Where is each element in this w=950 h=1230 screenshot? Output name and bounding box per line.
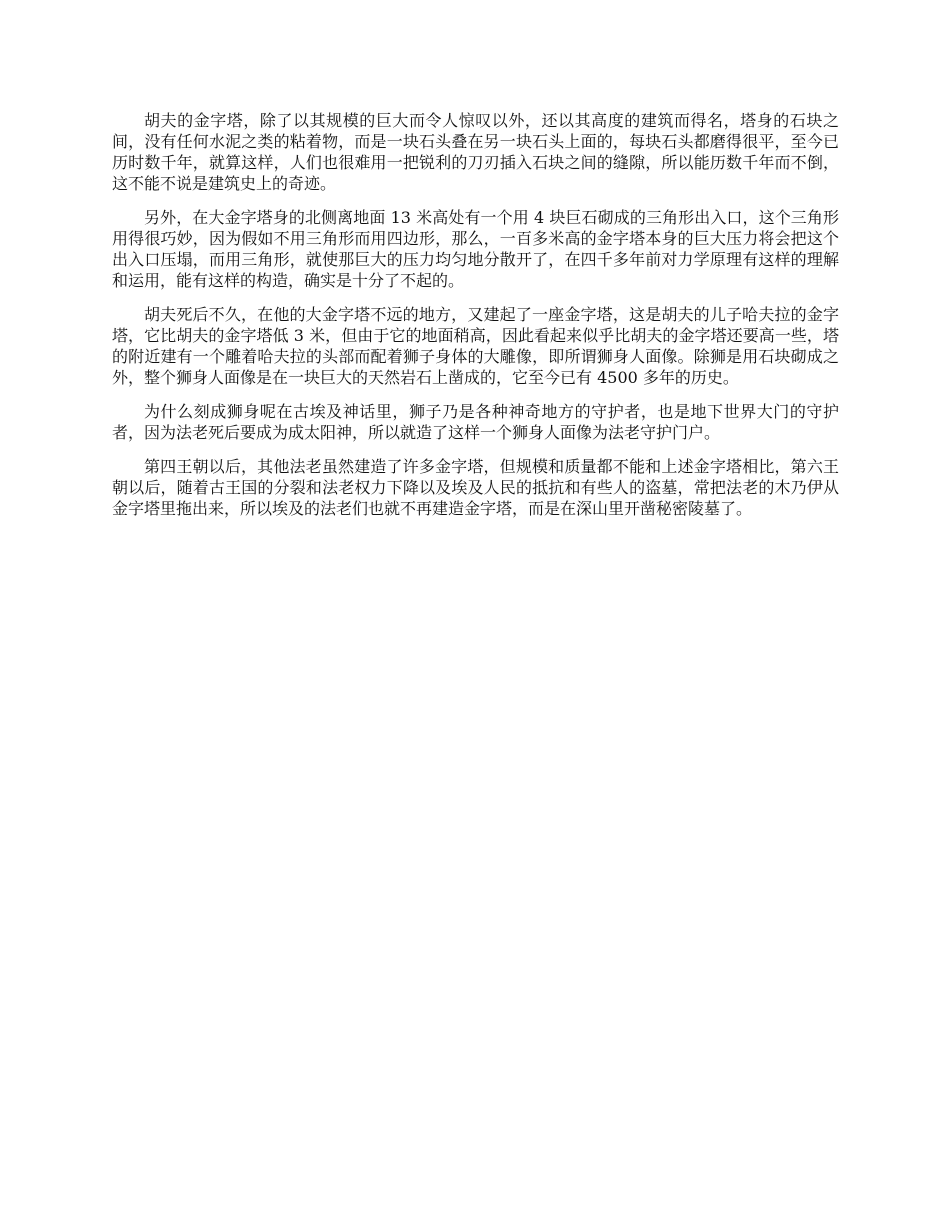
- paragraph-5: 第四王朝以后，其他法老虽然建造了许多金字塔，但规模和质量都不能和上述金字塔相比，第六王朝以后，随着古王国的分裂和法老权力下降以及埃及人民的抵抗和有些人的盗墓，常把法老的木乃伊从金字塔里拖出来，所以埃及的法老们也就不再建造金字塔，而是在深山里开凿秘密陵墓了。: [112, 457, 839, 518]
- paragraph-1: 胡夫的金字塔，除了以其规模的巨大而令人惊叹以外，还以其高度的建筑而得名，塔身的石块之间，没有任何水泥之类的粘着物，而是一块石头叠在另一块石头上面的，每块石头都磨得很平，至今已历时数千年，就算这样，人们也很难用一把锐利的刀刃插入石块之间的缝隙，所以能历数千年而不倒，这不能不说是建筑史上的奇迹。: [112, 111, 839, 193]
- document-page: [112, 110, 839, 532]
- paragraph-3: 胡夫死后不久，在他的大金字塔不远的地方，又建起了一座金字塔，这是胡夫的儿子哈夫拉的金字塔，它比胡夫的金字塔低 3 米，但由于它的地面稍高，因此看起来似乎比胡夫的金字塔还要高一些，塔的附近建有一个雕着哈夫拉的头部而配着狮子身体的大雕像，即所谓狮身人面像。除狮是用石块砌成之外，整个狮身人面像是在一块巨大的天然岩石上凿成的，它至今已有 4500 多年的历史。: [112, 305, 839, 387]
- paragraph-4: 为什么刻成狮身呢在古埃及神话里，狮子乃是各种神奇地方的守护者，也是地下世界大门的守护者，因为法老死后要成为成太阳神，所以就造了这样一个狮身人面像为法老守护门户。: [112, 402, 839, 442]
- paragraph-2: 另外，在大金字塔身的北侧离地面 13 米高处有一个用 4 块巨石砌成的三角形出入口，这个三角形用得很巧妙，因为假如不用三角形而用四边形，那么，一百多米高的金字塔本身的巨大压力将会把这个出入口压塌，而用三角形，就使那巨大的压力均匀地分散开了，在四千多年前对力学原理有这样的理解和运用，能有这样的构造，确实是十分了不起的。: [112, 208, 839, 290]
